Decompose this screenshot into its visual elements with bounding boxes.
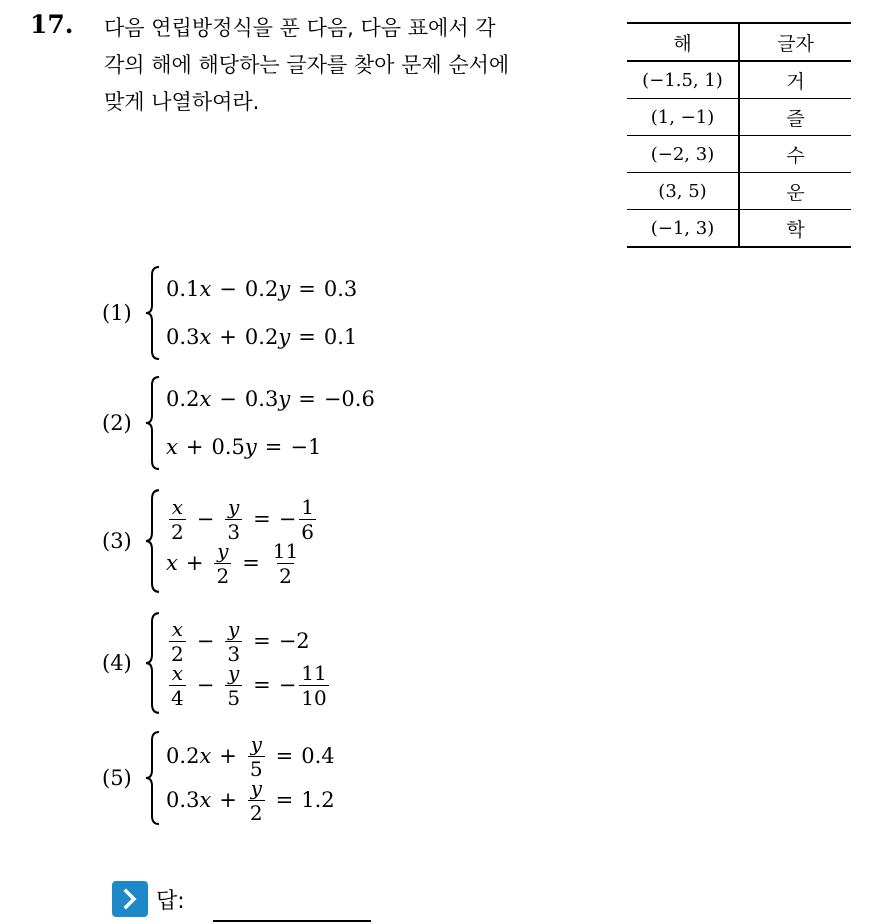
operator: =: [253, 629, 271, 653]
equation: [166, 731, 335, 781]
term: 5: [227, 685, 241, 710]
term: 1.2: [301, 788, 335, 812]
answer-label: 답:: [156, 888, 185, 914]
term: y: [250, 731, 262, 756]
operator: =: [275, 744, 294, 768]
operator: =: [298, 387, 316, 411]
term: 3: [227, 519, 241, 544]
operator: +: [185, 551, 204, 575]
term: −2: [278, 629, 310, 653]
equation: [166, 423, 375, 471]
operator: −: [219, 277, 237, 301]
fraction: [299, 660, 328, 710]
system-label: (4): [102, 651, 132, 675]
fraction: [271, 538, 300, 588]
term: 0.3x: [166, 788, 212, 812]
letter-cell: 수: [786, 144, 805, 167]
system-label: (2): [102, 411, 132, 435]
operator: −: [196, 673, 215, 697]
equation-system-4: [102, 608, 332, 718]
term: 10: [301, 685, 327, 710]
answer-area: [112, 880, 185, 918]
operator: =: [298, 277, 316, 301]
term: 0.2x: [166, 744, 212, 768]
header-solution: 해: [627, 23, 739, 61]
table-row: [627, 210, 851, 248]
fraction: [169, 616, 186, 666]
term: 0.4: [301, 744, 335, 768]
term: 0.1x: [166, 277, 212, 301]
term: x: [166, 435, 178, 459]
term: y: [228, 494, 240, 519]
table-row: [627, 61, 851, 99]
operator: +: [219, 788, 237, 812]
term: 0.2y: [244, 325, 291, 349]
term: −0.6: [323, 387, 375, 411]
term: 0.3x: [166, 325, 212, 349]
letter-cell: 거: [786, 70, 805, 93]
table-row: [627, 99, 851, 136]
sign: −: [278, 507, 297, 531]
fraction: [225, 494, 242, 544]
fraction: [169, 660, 186, 710]
question-text-line: 다음 연립방정식을 푼 다음, 다음 표에서 각: [104, 16, 496, 40]
table-row: [627, 173, 851, 210]
fraction: [248, 775, 265, 825]
sign: −: [278, 673, 297, 697]
term: x: [171, 616, 183, 641]
answer-blank[interactable]: [213, 920, 371, 922]
solution-cell: (3, 5): [627, 173, 739, 210]
fraction: [299, 494, 316, 544]
solution-letter-table: [627, 22, 851, 248]
term: x: [166, 551, 178, 575]
equation: [166, 616, 332, 666]
operator: =: [264, 435, 283, 459]
term: 0.2x: [166, 387, 212, 411]
operator: −: [196, 507, 215, 531]
left-brace: [144, 375, 162, 471]
question-text: [104, 10, 604, 121]
equation: [166, 494, 319, 544]
operator: −: [219, 387, 237, 411]
term: y: [228, 660, 240, 685]
question-text-line: 맞게 나열하여라.: [104, 90, 260, 114]
term: 0.5y: [211, 435, 257, 459]
left-brace: [144, 265, 162, 361]
equation: [166, 775, 335, 825]
table-row: [627, 136, 851, 173]
header-letter: 글자: [777, 32, 814, 55]
equation-system-5: [102, 728, 335, 828]
term: 0.3y: [244, 387, 291, 411]
solution-cell: (−2, 3): [627, 136, 739, 173]
term: x: [171, 660, 183, 685]
fraction: [169, 494, 186, 544]
solution-cell: (−1.5, 1): [627, 61, 739, 99]
term: 5: [249, 756, 263, 781]
term: 6: [301, 519, 315, 544]
system-label: (1): [102, 301, 132, 325]
operator: =: [298, 325, 316, 349]
term: 0.1: [323, 325, 358, 349]
operator: =: [253, 673, 271, 697]
operator: =: [253, 507, 271, 531]
term: 2: [279, 563, 292, 588]
left-brace: [144, 611, 162, 715]
solution-cell: (1, −1): [627, 99, 739, 136]
equation: [166, 265, 357, 313]
term: y: [228, 616, 240, 641]
term: y: [250, 775, 262, 800]
term: 0.3: [323, 277, 358, 301]
operator: +: [185, 435, 204, 459]
operator: +: [219, 325, 237, 349]
term: 1: [301, 494, 315, 519]
equation: [166, 313, 357, 361]
question-number: 17.: [30, 10, 74, 39]
fraction: [225, 660, 242, 710]
term: 2: [171, 641, 184, 666]
operator: +: [219, 744, 237, 768]
system-label: (3): [102, 529, 132, 553]
operator: =: [242, 551, 260, 575]
equation-system-2: [102, 373, 375, 473]
solution-cell: (−1, 3): [627, 210, 739, 248]
term: 2: [249, 800, 263, 825]
system-label: (5): [102, 766, 132, 790]
term: y: [217, 538, 229, 563]
fraction: [214, 538, 231, 588]
letter-cell: 즐: [786, 107, 805, 130]
equation: [166, 538, 319, 588]
term: x: [171, 494, 183, 519]
letter-cell: 학: [786, 218, 805, 241]
equation-system-1: [102, 263, 357, 363]
equation-system-3: [102, 485, 319, 597]
question-text-line: 각의 해에 해당하는 글자를 찾아 문제 순서에: [104, 53, 510, 77]
term: 2: [171, 519, 184, 544]
equation: [166, 660, 332, 710]
equation: [166, 375, 375, 423]
term: 4: [171, 685, 184, 710]
term: 11: [301, 660, 327, 685]
fraction: [248, 731, 265, 781]
left-brace: [144, 488, 162, 594]
term: 0.2y: [244, 277, 291, 301]
term: 3: [227, 641, 241, 666]
chevron-right-icon: [112, 881, 148, 917]
term: 2: [216, 563, 230, 588]
term: 11: [272, 538, 299, 563]
table-header-row: [627, 23, 851, 61]
fraction: [225, 616, 242, 666]
term: −1: [290, 435, 322, 459]
operator: =: [275, 788, 294, 812]
operator: −: [196, 629, 215, 653]
left-brace: [144, 730, 162, 826]
letter-cell: 운: [786, 181, 805, 204]
